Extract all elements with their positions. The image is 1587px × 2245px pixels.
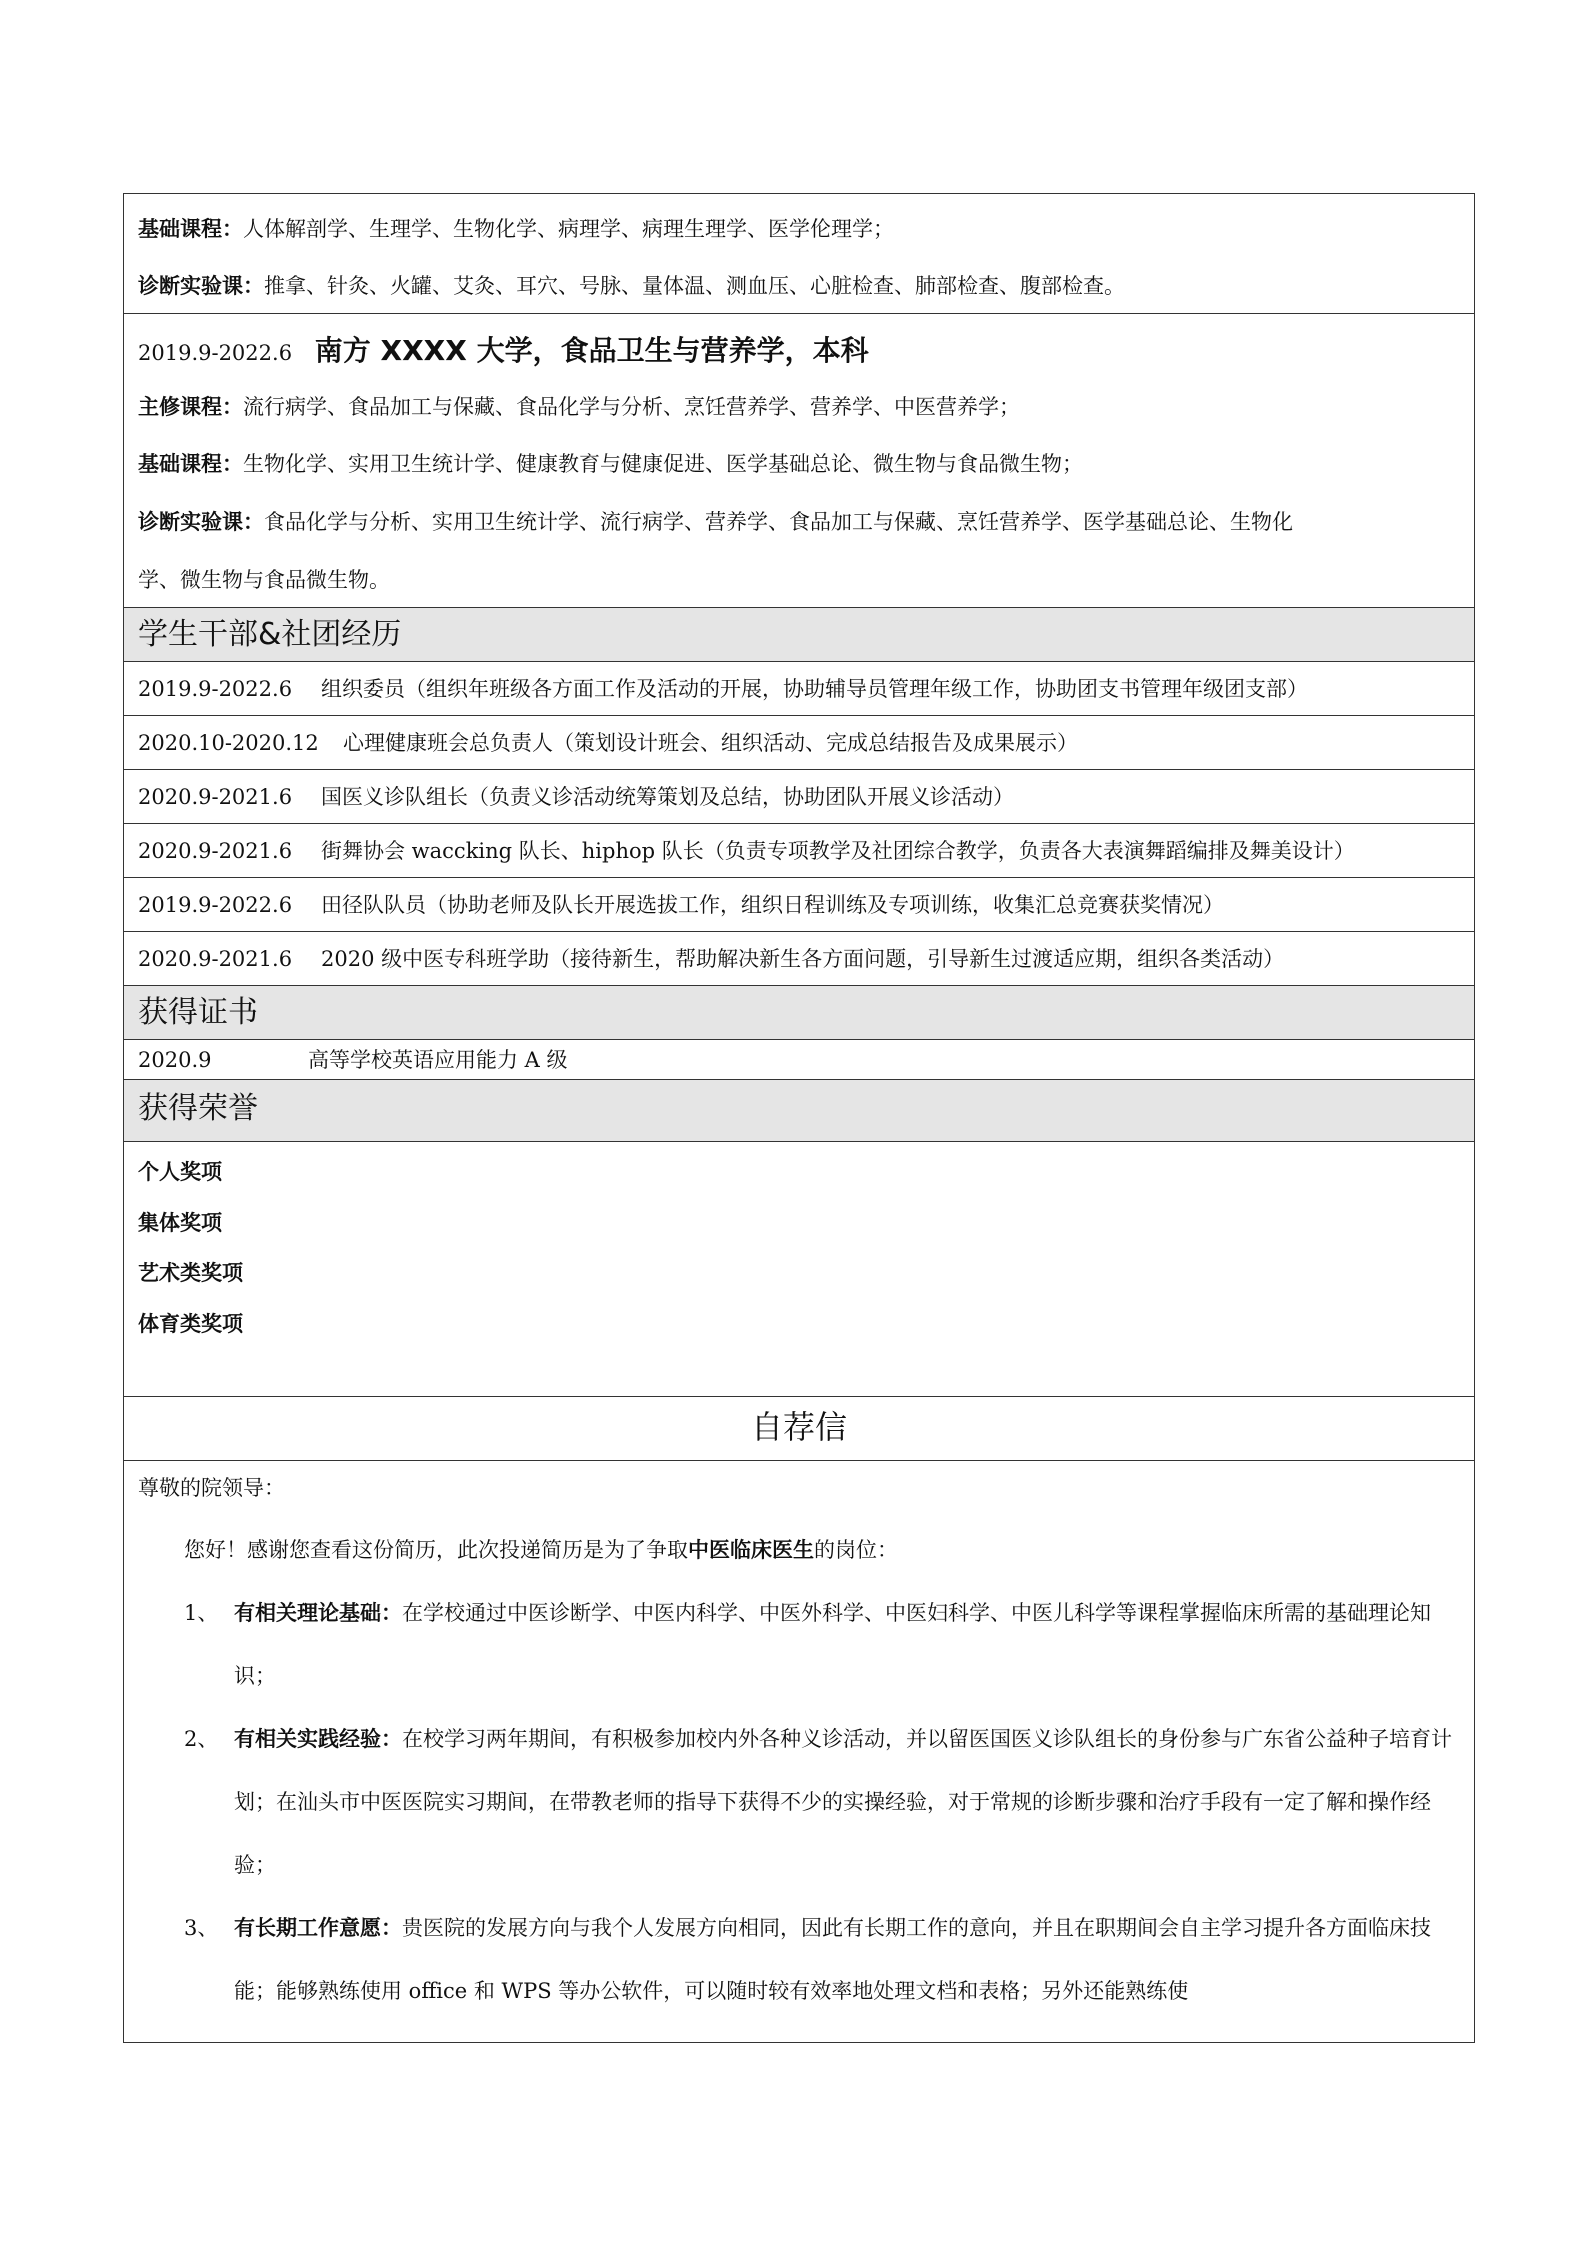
cadre-row-content: [138, 674, 1460, 704]
cadre-date: 2019.9-2022.6: [138, 892, 293, 917]
cadre-row-content: [138, 890, 1460, 920]
resume-sheet: [123, 193, 1475, 2043]
point-label: 有相关理论基础：: [234, 1600, 402, 1625]
lab-courses-line-2b: [138, 565, 1460, 595]
cadre-row-content: [138, 836, 1460, 866]
honor-list: [124, 1141, 1474, 1396]
cadre-text: 心理健康班会总负责人（策划设计班会、组织活动、完成总结报告及成果展示）: [343, 730, 1078, 755]
lab-courses-text-2b: 学、微生物与食品微生物。: [138, 568, 390, 592]
school-title: 南方 XXXX 大学，食品卫生与营养学，本科: [314, 334, 869, 367]
cadre-section-header: [124, 607, 1474, 661]
cadre-text: 2020 级中医专科班学助（接待新生，帮助解决新生各方面问题，引导新生过渡适应期，组织各类活动）: [321, 946, 1285, 971]
honor-item: 集体奖项: [138, 1210, 222, 1235]
cadre-row: [124, 877, 1474, 931]
letter-title: 自荐信: [750, 1408, 847, 1446]
letter-salutation: 尊敬的院领导：: [138, 1476, 285, 1500]
major-courses-text: 流行病学、食品加工与保藏、食品化学与分析、烹饪营养学、营养学、中医营养学；: [243, 395, 1020, 419]
lab-courses-line: [138, 271, 1460, 301]
letter-title-row: [124, 1396, 1474, 1460]
lab-courses-label-2: 诊断实验课：: [138, 509, 264, 534]
lab-courses-text: 推拿、针灸、火罐、艾灸、耳穴、号脉、量体温、测血压、心脏检查、肺部检查、腹部检查。: [264, 274, 1125, 298]
cadre-row: [124, 823, 1474, 877]
point-text: [234, 1707, 1460, 1897]
point-body: 在学校通过中医诊断学、中医内科学、中医外科学、中医妇科学、中医儿科学等课程掌握临床所需的基础理论知识；: [234, 1601, 1431, 1688]
point-number: 2、: [184, 1727, 219, 1751]
letter-intro-bold: 中医临床医生: [688, 1537, 814, 1562]
point-body: 贵医院的发展方向与我个人发展方向相同，因此有长期工作的意向，并且在职期间会自主学习提升各方面临床技能；能够熟练使用 office 和 WPS 等办公软件，可以随时较有效率地处理文档和表格；另外还能熟练使: [234, 1916, 1431, 2003]
cadre-text: 田径队队员（协助老师及队长开展选拔工作，组织日程训练及专项训练，收集汇总竞赛获奖情况）: [321, 892, 1224, 917]
letter-intro-post: 的岗位：: [814, 1538, 898, 1562]
lab-courses-label: 诊断实验课：: [138, 273, 264, 298]
major-courses-label: 主修课程：: [138, 394, 243, 419]
basic-courses-text-2: 生物化学、实用卫生统计学、健康教育与健康促进、医学基础总论、微生物与食品微生物；: [243, 452, 1083, 476]
point-label: 有长期工作意愿：: [234, 1915, 402, 1940]
lab-courses-line-2: [138, 507, 1460, 537]
cadre-section-title: 学生干部&社团经历: [138, 617, 402, 652]
basic-courses-line: [138, 214, 1460, 244]
cadre-date: 2020.9-2021.6: [138, 784, 293, 809]
cadre-row-content: [138, 728, 1460, 758]
lab-courses-text-2a: 食品化学与分析、实用卫生统计学、流行病学、营养学、食品加工与保藏、烹饪营养学、医学基础总论、生物化: [264, 510, 1293, 534]
cadre-row-content: [138, 944, 1460, 974]
letter-intro: [184, 1535, 898, 1565]
basic-courses-label: 基础课程：: [138, 216, 243, 241]
cadre-text: 街舞协会 waccking 队长、hiphop 队长（负责专项教学及社团综合教学，负责各大表演舞蹈编排及舞美设计）: [321, 838, 1355, 863]
cadre-text: 国医义诊队组长（负责义诊活动统筹策划及总结，协助团队开展义诊活动）: [321, 784, 1014, 809]
cadre-row-content: [138, 782, 1460, 812]
cert-date: 2020.9: [138, 1047, 212, 1072]
point-number: 3、: [184, 1916, 219, 1940]
honor-item: 体育类奖项: [138, 1311, 243, 1336]
basic-courses-label-2: 基础课程：: [138, 451, 243, 476]
basic-courses-line-2: [138, 449, 1460, 479]
cert-section-title: 获得证书: [138, 995, 258, 1030]
point-number: 1、: [184, 1601, 219, 1625]
cadre-date: 2020.10-2020.12: [138, 730, 319, 755]
point-text: [234, 1581, 1460, 1708]
cert-section-header: [124, 985, 1474, 1039]
honor-section-title: 获得荣誉: [138, 1091, 258, 1126]
point-label: 有相关实践经验：: [234, 1726, 402, 1751]
honor-item: 个人奖项: [138, 1159, 222, 1184]
letter-body: [124, 1460, 1474, 2044]
cadre-date: 2019.9-2022.6: [138, 676, 293, 701]
cadre-row: [124, 769, 1474, 823]
honor-section-header: [124, 1079, 1474, 1141]
honor-item: 艺术类奖项: [138, 1260, 243, 1285]
cert-row-content: [138, 1045, 1460, 1075]
cadre-date: 2020.9-2021.6: [138, 946, 293, 971]
cadre-row: [124, 931, 1474, 985]
education-continued: [124, 194, 1474, 313]
cert-text: 高等学校英语应用能力 A 级: [308, 1047, 568, 1072]
basic-courses-text: 人体解剖学、生理学、生物化学、病理学、病理生理学、医学伦理学；: [243, 217, 894, 241]
point-text: [234, 1896, 1460, 2023]
major-courses-line: [138, 392, 1460, 422]
cert-row: [124, 1039, 1474, 1079]
education-header: [138, 332, 1460, 372]
cadre-text: 组织委员（组织年班级各方面工作及活动的开展，协助辅导员管理年级工作，协助团支书管理年级团支部）: [321, 676, 1308, 701]
letter-intro-pre: 您好！感谢您查看这份简历，此次投递简历是为了争取: [184, 1538, 688, 1562]
education-date: 2019.9-2022.6: [138, 341, 293, 365]
education-entry: [124, 313, 1474, 607]
cadre-date: 2020.9-2021.6: [138, 838, 293, 863]
cadre-row: [124, 661, 1474, 715]
point-body: 在校学习两年期间，有积极参加校内外各种义诊活动，并以留医国医义诊队组长的身份参与广东省公益种子培育计划；在汕头市中医医院实习期间，在带教老师的指导下获得不少的实操经验，对于常规的诊断步骤和治疗手段有一定了解和操作经验；: [234, 1727, 1452, 1877]
cadre-row: [124, 715, 1474, 769]
